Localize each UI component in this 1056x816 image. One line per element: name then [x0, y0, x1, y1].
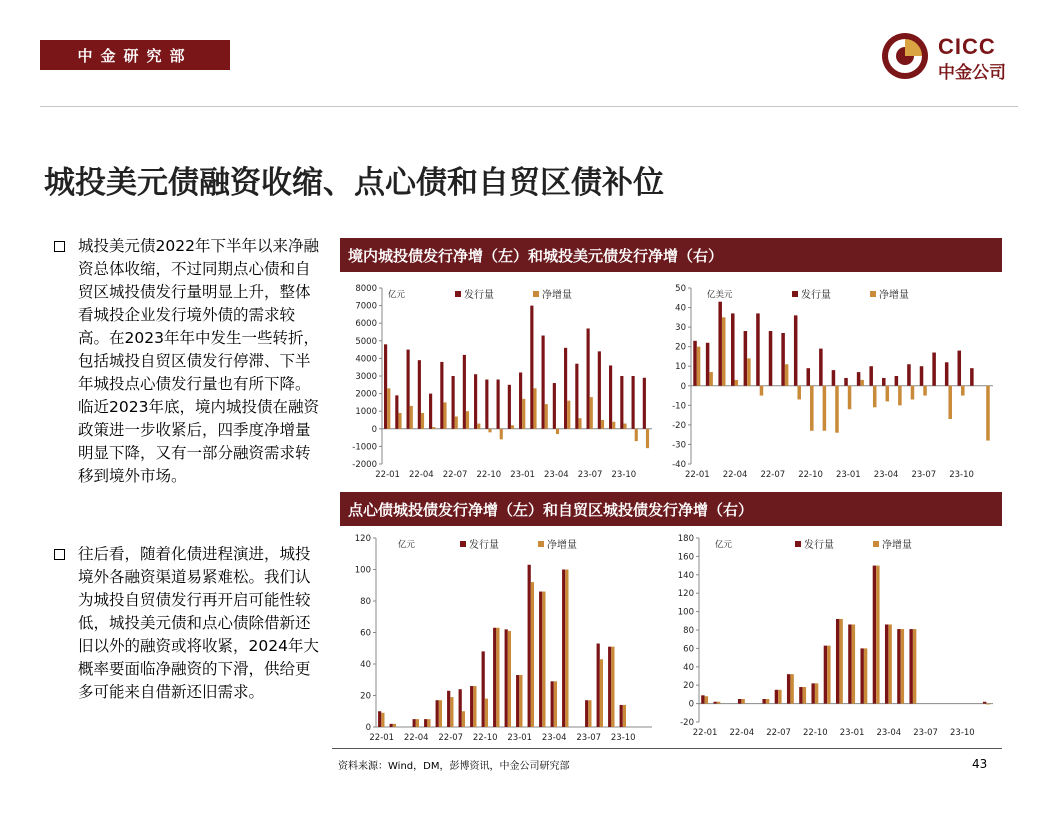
bar-issuance [819, 349, 823, 386]
bar-issuance [378, 711, 381, 727]
bar-issuance [794, 315, 798, 385]
chart-ftz-chengtou [665, 530, 1000, 745]
bullet-point-1 [54, 235, 324, 488]
bar-issuance [897, 629, 900, 704]
y-tick-label: -20 [672, 420, 686, 431]
cicc-emblem-icon [880, 31, 930, 81]
bar-issuance [860, 648, 863, 703]
bar-issuance [463, 355, 466, 429]
bar-net-increase [860, 380, 864, 386]
bar-issuance [516, 675, 519, 727]
legend-swatch [460, 541, 466, 547]
x-tick-label: 23-01 [839, 728, 865, 738]
page-number: 43 [972, 757, 988, 771]
bar-net-increase [578, 418, 581, 429]
y-tick-label: 1000 [355, 407, 377, 418]
bar-net-increase [697, 347, 701, 386]
bar-issuance [807, 368, 811, 386]
x-tick-label: 22-04 [722, 470, 748, 480]
bar-net-increase [986, 704, 989, 705]
bar-issuance [895, 376, 899, 386]
bullet-point-2 [54, 543, 324, 704]
section-header-domestic-usd: 境内城投债发行净增（左）和城投美元债发行净增（右） [340, 238, 1002, 272]
y-tick-label: 7000 [355, 301, 377, 312]
x-tick-label: 23-04 [876, 728, 902, 738]
unit-label: 亿元 [715, 540, 733, 550]
bar-issuance [470, 686, 473, 727]
y-tick-label: 0 [371, 424, 377, 435]
legend-swatch [870, 291, 876, 297]
bar-issuance [945, 362, 949, 385]
bar-issuance [418, 360, 421, 429]
bar-net-increase [466, 411, 469, 429]
bar-issuance [553, 383, 556, 429]
y-tick-label: -40 [672, 460, 686, 470]
bar-issuance [452, 376, 455, 429]
bar-issuance [787, 674, 790, 703]
bar-net-increase [835, 386, 839, 433]
legend-swatch [873, 541, 879, 547]
bar-net-increase [601, 420, 604, 429]
bar-net-increase [462, 711, 465, 727]
bar-issuance [609, 365, 612, 428]
chart-domestic-chengtou [340, 280, 660, 484]
bar-net-increase [496, 628, 499, 727]
x-tick-label: 23-10 [949, 470, 974, 480]
bar-issuance [643, 378, 646, 429]
bar-net-increase [488, 429, 491, 433]
bar-net-increase [717, 702, 720, 704]
bar-issuance [608, 647, 611, 727]
bar-net-increase [590, 397, 593, 429]
bar-issuance [575, 364, 578, 429]
bar-issuance [508, 385, 511, 429]
bar-issuance [530, 306, 533, 429]
x-tick-label: 23-10 [610, 733, 636, 743]
bar-issuance [885, 624, 888, 703]
bar-issuance [811, 683, 814, 703]
bar-issuance [440, 362, 443, 429]
bar-net-increase [986, 386, 990, 441]
bar-issuance [873, 566, 876, 704]
x-tick-label: 22-10 [476, 470, 502, 480]
x-tick-label: 22-04 [403, 733, 429, 743]
y-tick-label: 50 [675, 284, 686, 294]
y-tick-label: 140 [677, 570, 694, 581]
bar-net-increase [923, 386, 927, 396]
bar-net-increase [888, 624, 891, 703]
bar-net-increase [421, 413, 424, 429]
bar-issuance [585, 700, 588, 727]
x-tick-label: 22-10 [798, 470, 823, 480]
source-note: 资料来源：Wind，DM，彭博资讯，中金公司研究部 [338, 761, 570, 772]
unit-label: 亿元 [388, 290, 406, 300]
legend-swatch [533, 291, 539, 297]
bar-issuance [693, 341, 697, 386]
bar-issuance [882, 378, 886, 386]
x-tick-label: 23-01 [507, 733, 533, 743]
y-tick-label: 60 [683, 644, 694, 655]
y-tick-label: 4000 [355, 354, 377, 365]
department-badge: 中金研究部 [40, 40, 230, 70]
bar-issuance [413, 719, 416, 727]
bar-issuance [907, 364, 911, 386]
bar-net-increase [508, 631, 511, 727]
y-tick-label: 30 [675, 323, 686, 334]
bar-issuance [390, 724, 393, 727]
bar-issuance [539, 592, 542, 727]
x-tick-label: 23-07 [911, 470, 937, 480]
bar-issuance [564, 348, 567, 429]
bar-net-increase [522, 399, 525, 429]
bar-net-increase [913, 629, 916, 704]
cicc-logo [880, 31, 1020, 81]
y-tick-label: -1000 [352, 442, 377, 453]
logo-text-en: CICC [938, 34, 996, 59]
bar-net-increase [387, 388, 390, 428]
bar-net-increase [611, 647, 614, 727]
bar-issuance [869, 366, 873, 386]
bar-issuance [497, 380, 500, 429]
bar-net-increase [410, 406, 413, 429]
y-tick-label: 6000 [355, 319, 377, 330]
legend-label: 发行量 [464, 290, 494, 301]
bar-net-increase [646, 429, 649, 448]
bar-issuance [459, 689, 462, 727]
bar-issuance [848, 624, 851, 703]
x-tick-label: 22-01 [369, 733, 395, 743]
x-tick-label: 23-10 [611, 470, 637, 480]
y-tick-label: 3000 [355, 372, 377, 382]
x-tick-label: 22-01 [692, 728, 718, 738]
x-tick-label: 22-07 [760, 470, 786, 480]
y-tick-label: 8000 [355, 284, 377, 294]
bar-issuance [505, 629, 508, 727]
bar-net-increase [705, 696, 708, 703]
y-tick-label: -30 [672, 440, 686, 451]
y-tick-label: 100 [354, 565, 371, 576]
y-tick-label: 160 [677, 552, 694, 563]
chart-dimsum-chengtou [340, 530, 660, 745]
bar-issuance [731, 313, 735, 385]
bar-net-increase [511, 425, 514, 429]
bar-issuance [836, 619, 839, 704]
bar-net-increase [848, 386, 852, 409]
y-tick-label: 40 [675, 303, 686, 314]
bar-issuance [424, 719, 427, 727]
x-tick-label: 22-07 [438, 733, 464, 743]
x-tick-label: 23-07 [913, 728, 938, 738]
bar-issuance [562, 570, 565, 728]
y-tick-label: -2000 [352, 460, 377, 470]
y-tick-label: 80 [683, 626, 694, 636]
bar-net-increase [519, 675, 522, 727]
legend-swatch [795, 541, 801, 547]
y-tick-label: 0 [688, 699, 694, 710]
bar-net-increase [623, 705, 626, 727]
bar-issuance [909, 629, 912, 704]
legend-label: 发行量 [801, 290, 831, 301]
bar-net-increase [567, 401, 570, 429]
bar-issuance [493, 628, 496, 727]
legend-label: 净增量 [879, 290, 909, 301]
x-tick-label: 22-04 [729, 728, 755, 738]
bar-issuance [706, 343, 710, 386]
bar-net-increase [439, 700, 442, 727]
bar-net-increase [810, 386, 814, 431]
section-header-dimsum-ftz: 点心债城投债发行净增（左）和自贸区城投债发行净增（右） [340, 492, 1002, 526]
bar-net-increase [393, 724, 396, 727]
legend-label: 发行量 [804, 540, 834, 551]
bar-net-increase [588, 700, 591, 727]
bar-net-increase [533, 388, 536, 428]
bar-net-increase [839, 619, 842, 704]
bar-net-increase [852, 624, 855, 703]
bullet-text-1: 城投美元债2022年下半年以来净融资总体收缩，不过同期点心债和自贸区城投债发行量明显上升，整体看城投企业发行境外债的需求较高。在2023年年中发生一些转折，包括城投自贸区债发行停滞、下半年城投点心债发行量也有所下降。临近2023年底，境内城投债在融资政策进一步收紧后，四季度净增量明显下降，又有一部分融资需求转移到境外市场。 [78, 237, 319, 485]
y-tick-label: 10 [675, 362, 686, 373]
bar-net-increase [911, 386, 915, 400]
x-tick-label: 22-07 [766, 728, 791, 738]
y-tick-label: 180 [677, 534, 694, 544]
bar-net-increase [790, 674, 793, 703]
square-bullet-icon [54, 549, 65, 560]
bar-net-increase [500, 429, 503, 440]
bar-net-increase [531, 582, 534, 727]
y-tick-label: 20 [675, 342, 686, 353]
y-tick-label: -10 [672, 401, 686, 412]
bar-issuance [718, 302, 722, 386]
x-tick-label: 22-10 [472, 733, 498, 743]
square-bullet-icon [54, 241, 65, 252]
bar-issuance [620, 376, 623, 429]
bar-issuance [920, 366, 924, 386]
bar-issuance [587, 328, 590, 428]
bar-net-increase [741, 699, 744, 704]
bar-net-increase [565, 570, 568, 728]
legend-label: 发行量 [469, 540, 499, 551]
x-tick-label: 22-10 [803, 728, 828, 738]
bar-issuance [485, 380, 488, 429]
chart-chengtou-usd-bond [665, 280, 1000, 484]
legend-label: 净增量 [542, 290, 572, 301]
header-divider [40, 106, 1018, 107]
bar-net-increase [455, 416, 458, 428]
bar-issuance [744, 331, 748, 386]
bar-net-increase [797, 386, 801, 400]
bar-issuance [528, 565, 531, 727]
bar-net-increase [735, 380, 739, 386]
bar-net-increase [485, 699, 488, 727]
y-tick-label: 40 [360, 660, 371, 670]
legend-swatch [455, 291, 461, 297]
x-tick-label: 23-01 [835, 470, 861, 480]
y-tick-label: 5000 [355, 336, 377, 347]
bar-net-increase [766, 699, 769, 704]
bar-net-increase [545, 404, 548, 429]
bar-net-increase [803, 687, 806, 704]
bar-issuance [844, 378, 848, 386]
bar-net-increase [542, 592, 545, 727]
bar-issuance [983, 702, 986, 704]
bar-issuance [482, 651, 485, 727]
y-tick-label: 0 [680, 381, 686, 392]
bar-issuance [542, 336, 545, 429]
bar-net-increase [864, 648, 867, 703]
bar-issuance [429, 394, 432, 429]
bar-net-increase [416, 719, 419, 727]
bar-issuance [799, 687, 802, 704]
bar-issuance [551, 681, 554, 727]
bar-issuance [769, 331, 773, 386]
bar-issuance [775, 690, 778, 704]
bar-issuance [384, 344, 387, 428]
bar-issuance [756, 313, 760, 385]
x-tick-label: 22-04 [409, 470, 434, 480]
bar-net-increase [473, 686, 476, 727]
bar-issuance [932, 353, 936, 386]
x-tick-label: 23-07 [576, 733, 602, 743]
bar-issuance [620, 705, 623, 727]
bar-net-increase [747, 358, 751, 385]
bar-issuance [832, 370, 836, 386]
y-tick-label: 80 [360, 597, 371, 607]
bar-net-increase [823, 386, 827, 431]
x-tick-label: 23-04 [873, 470, 899, 480]
x-tick-label: 22-07 [442, 470, 468, 480]
bar-net-increase [815, 683, 818, 703]
bar-net-increase [785, 364, 789, 386]
bar-net-increase [443, 402, 446, 428]
y-tick-label: 0 [365, 723, 371, 733]
bar-issuance [436, 700, 439, 727]
bar-net-increase [623, 424, 626, 429]
bar-net-increase [381, 713, 384, 727]
bar-net-increase [477, 424, 480, 429]
y-tick-label: 2000 [355, 389, 377, 400]
bar-net-increase [778, 690, 781, 704]
bar-issuance [474, 374, 477, 429]
legend-label: 净增量 [882, 540, 912, 551]
bullet-text-2: 往后看，随着化债进程演进，城投境外各融资渠道易紧难松。我们认为城投自贸债发行再开启可能性较低，城投美元债和点心债除借新还旧以外的融资或将收紧，2024年大概率要面临净融资的下滑，供给更多可能来自借新还旧需求。 [78, 545, 319, 701]
bar-issuance [598, 351, 601, 428]
x-tick-label: 23-04 [544, 470, 569, 480]
bar-issuance [713, 702, 716, 704]
bar-issuance [407, 350, 410, 429]
legend-label: 净增量 [547, 540, 577, 551]
bar-net-increase [961, 386, 965, 396]
y-tick-label: 120 [354, 534, 371, 544]
y-tick-label: 60 [360, 628, 371, 639]
bar-issuance [781, 333, 785, 386]
x-tick-label: 23-10 [950, 728, 975, 738]
bar-net-increase [554, 681, 557, 727]
bar-issuance [824, 646, 827, 704]
bar-issuance [519, 372, 522, 428]
page-title: 城投美元债融资收缩、点心债和自贸区债补位 [44, 165, 664, 201]
bar-net-increase [635, 429, 638, 441]
bar-net-increase [901, 629, 904, 704]
bar-net-increase [886, 386, 890, 402]
bar-net-increase [722, 317, 726, 385]
bar-net-increase [450, 697, 453, 727]
y-tick-label: 100 [677, 607, 694, 618]
bar-net-increase [432, 427, 435, 429]
y-tick-label: -20 [680, 718, 694, 728]
y-tick-label: 40 [683, 662, 694, 673]
y-tick-label: 20 [683, 681, 694, 692]
bar-issuance [395, 395, 398, 428]
x-tick-label: 22-01 [375, 470, 400, 480]
bar-issuance [632, 376, 635, 429]
bar-net-increase [827, 646, 830, 704]
logo-text-cn: 中金公司 [938, 63, 1006, 83]
bar-issuance [738, 699, 741, 704]
unit-label: 亿美元 [707, 290, 733, 300]
x-tick-label: 22-01 [684, 470, 710, 480]
bar-net-increase [556, 429, 559, 434]
legend-swatch [538, 541, 544, 547]
x-tick-label: 23-01 [510, 470, 535, 480]
legend-swatch [792, 291, 798, 297]
bar-net-increase [427, 719, 430, 727]
bar-issuance [762, 699, 765, 704]
footer-divider [332, 748, 1002, 749]
bar-net-increase [709, 372, 713, 386]
bar-net-increase [612, 422, 615, 429]
bar-issuance [597, 644, 600, 727]
bar-net-increase [876, 566, 879, 704]
bar-net-increase [760, 386, 764, 396]
bar-issuance [958, 351, 962, 386]
bar-issuance [857, 372, 861, 386]
x-tick-label: 23-04 [541, 733, 567, 743]
bar-issuance [447, 691, 450, 727]
unit-label: 亿元 [398, 540, 416, 550]
bar-net-increase [873, 386, 877, 408]
y-tick-label: 20 [360, 691, 371, 702]
bar-net-increase [398, 413, 401, 429]
bar-net-increase [898, 386, 902, 406]
bar-issuance [970, 368, 974, 386]
bar-issuance [701, 695, 704, 703]
bar-net-increase [600, 659, 603, 727]
bar-net-increase [948, 386, 952, 419]
y-tick-label: 120 [677, 589, 694, 600]
x-tick-label: 23-07 [577, 470, 603, 480]
